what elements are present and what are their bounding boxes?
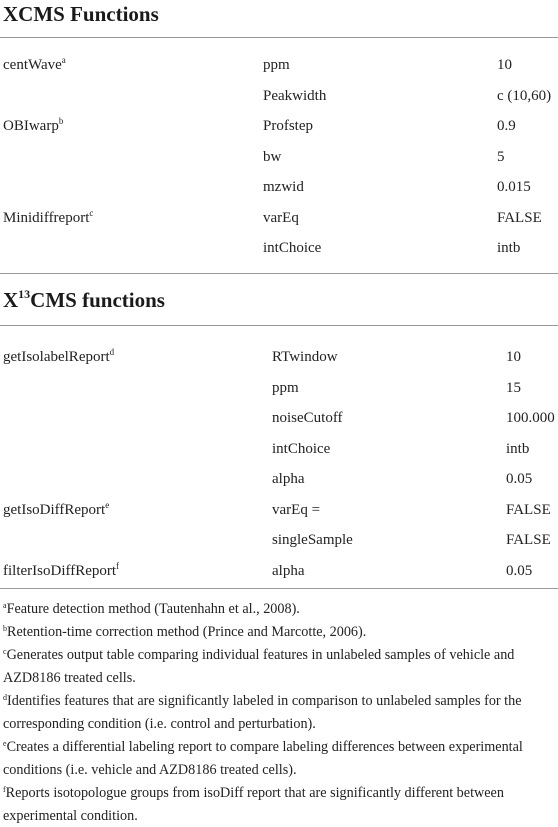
parameter-value-cell-text: 0.015: [497, 179, 531, 195]
footnote-text: Generates output table comparing individual features in unlabeled samples of vehicle and AZD8186 treated cells.: [3, 647, 515, 686]
parameter-value-cell-text: c (10,60): [497, 87, 552, 104]
parameter-name-cell: [263, 148, 281, 166]
parameter-name-cell-text: mzwid: [263, 179, 304, 195]
footnote-marker: f: [116, 560, 120, 571]
parameter-value-cell: [497, 56, 512, 74]
footnote-marker: a: [3, 601, 7, 610]
function-name-cell-text: Minidiffreport: [3, 209, 90, 226]
parameter-value-cell-text: 10: [497, 57, 512, 73]
parameter-value-cell: [506, 440, 529, 458]
parameter-name-cell: [272, 379, 299, 397]
footnote-marker: c: [89, 207, 94, 218]
function-name-cell: [3, 209, 93, 227]
parameter-name-cell: [272, 501, 320, 519]
footnote-c: [3, 644, 555, 689]
parameter-name-cell: [272, 562, 304, 580]
parameter-name-cell-text: alpha: [272, 562, 305, 579]
function-name-cell: [3, 501, 109, 519]
parameter-name-cell: [272, 409, 343, 427]
footnote-marker: d: [109, 347, 115, 357]
parameter-value-cell-text: 15: [506, 379, 521, 396]
section-title-x13cms: $X^{13}CMS$ functions: [3, 287, 165, 312]
parameter-value-cell-text: 10: [506, 349, 521, 365]
parameter-name-cell-text: ppm: [263, 57, 290, 73]
parameter-name-cell-text: Profstep: [263, 118, 313, 134]
parameter-value-cell: [506, 501, 551, 519]
footnote-marker: b: [3, 624, 7, 633]
section-divider: [0, 37, 558, 38]
footnote-text: Feature detection method (Tautenhahn et al., 2008).: [6, 601, 300, 617]
parameter-name-cell: [272, 348, 338, 366]
parameter-name-cell-text: intChoice: [272, 440, 331, 457]
function-name-cell: [3, 56, 66, 74]
parameter-value-cell: [506, 531, 551, 549]
footnote-marker: c: [3, 647, 7, 656]
parameter-value-cell-text: 5: [497, 148, 505, 165]
parameter-name-cell: [272, 470, 304, 488]
function-name-cell-text: getIsoDiffReport: [3, 501, 106, 518]
parameter-name-cell: [272, 531, 353, 549]
footnote-text: Retention-time correction method (Prince and Marcotte, 2006).: [7, 624, 367, 640]
parameter-value-cell-text: 100.000: [506, 410, 555, 426]
parameter-value-cell-text: intb: [506, 440, 530, 457]
footnote-text: Reports isotopologue groups from isoDiff report that are significantly different between experimental condition.: [3, 785, 504, 824]
footnote-marker: b: [58, 116, 64, 126]
parameter-value-cell-text: 0.9: [497, 118, 516, 134]
parameter-name-cell-text: noiseCutoff: [272, 410, 343, 426]
section-divider: [0, 325, 558, 326]
footnote-d: [3, 690, 555, 735]
parameter-value-cell-text: FALSE: [506, 501, 551, 518]
footnote-marker: f: [3, 785, 6, 794]
parameter-name-cell-text: singleSample: [272, 532, 353, 548]
parameter-name-cell: [263, 117, 313, 135]
parameter-value-cell: [497, 87, 551, 105]
parameter-name-cell: [263, 239, 321, 257]
parameter-name-cell-text: varEq =: [272, 501, 321, 518]
parameter-value-cell: [497, 209, 542, 227]
parameter-value-cell: [506, 379, 521, 397]
function-name-cell: [3, 562, 119, 580]
parameter-name-cell: [263, 56, 290, 74]
parameter-name-cell-text: ppm: [272, 379, 299, 396]
parameter-value-cell-text: 0.05: [506, 471, 533, 487]
footnote-f: [3, 782, 555, 827]
section-title-xcms: XCMS Functions: [3, 2, 159, 26]
parameter-name-cell: [272, 440, 330, 458]
function-name-cell-text: centWave: [3, 57, 62, 73]
parameter-name-cell-text: Peakwidth: [263, 87, 327, 104]
function-name-cell-text: filterIsoDiffReport: [3, 562, 117, 579]
section-divider: [0, 273, 558, 274]
footnote-marker: a: [61, 55, 66, 65]
function-name-cell-text: getIsolabelReport: [3, 349, 110, 365]
function-name-cell: [3, 117, 63, 135]
footnote-e: [3, 736, 555, 781]
footnote-b: [3, 621, 555, 644]
parameter-value-cell-text: intb: [497, 240, 521, 256]
parameter-value-cell: [506, 470, 532, 488]
parameter-value-cell-text: 0.05: [506, 562, 533, 579]
parameter-value-cell: [497, 148, 505, 166]
parameter-name-cell-text: alpha: [272, 471, 305, 487]
table-bottom-rule: [0, 588, 558, 589]
parameter-name-cell: [263, 209, 299, 227]
parameter-value-cell: [506, 562, 532, 580]
footnote-marker: e: [3, 739, 7, 748]
parameter-name-cell: [263, 178, 304, 196]
footnote-text: Creates a differential labeling report to compare labeling differences between experimental conditions (i.e. vehicle and AZD8186 treated cells).: [3, 739, 523, 778]
parameter-value-cell-text: FALSE: [506, 532, 551, 548]
parameter-name-cell-text: varEq: [263, 209, 299, 226]
footnote-marker: e: [105, 499, 110, 510]
parameter-value-cell: [506, 348, 521, 366]
footnote-marker: d: [3, 693, 7, 702]
footnote-text: Identifies features that are significantly labeled in comparison to unlabeled samples for the corresponding condition (i.e. control and perturbation).: [3, 693, 522, 732]
parameter-name-cell: [263, 87, 326, 105]
parameter-name-cell-text: RTwindow: [272, 349, 338, 365]
function-name-cell-text: OBIwarp: [3, 118, 59, 134]
parameter-name-cell-text: intChoice: [263, 240, 322, 256]
parameter-value-cell: [506, 409, 555, 427]
parameter-value-cell-text: FALSE: [497, 209, 542, 226]
footnote-a: [3, 598, 555, 621]
parameter-value-cell: [497, 239, 520, 257]
function-name-cell: [3, 348, 114, 366]
parameter-value-cell: [497, 117, 516, 135]
parameter-name-cell-text: bw: [263, 148, 282, 165]
parameter-value-cell: [497, 178, 531, 196]
